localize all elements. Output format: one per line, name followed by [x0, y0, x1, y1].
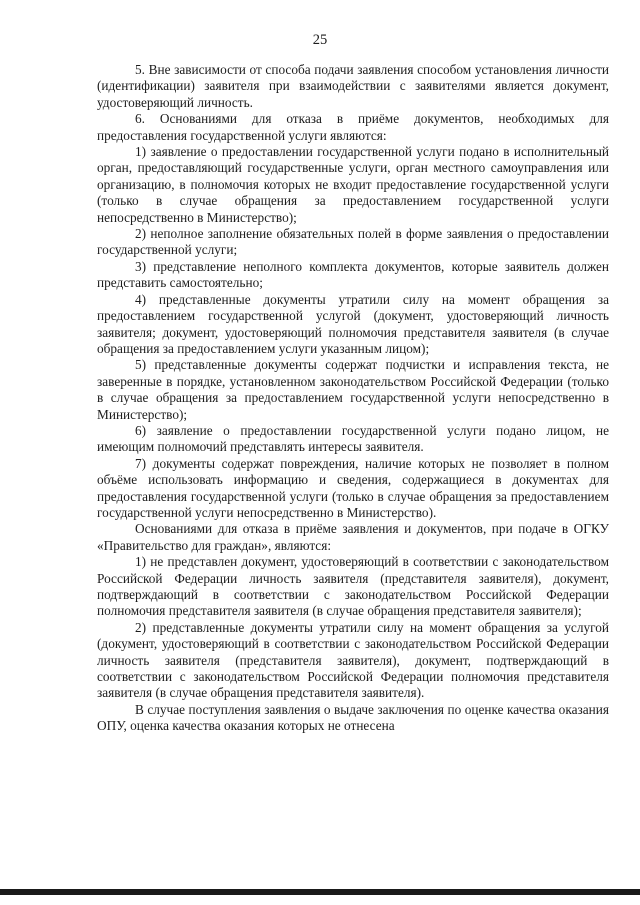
paragraph-refusal-grounds: 6. Основаниями для отказа в приёме документов, необходимых для предоставления государственной услуги являются: [97, 111, 609, 143]
list-item-refusal-4: 4) представленные документы утратили силу на момент обращения за предоставлением государственной услугой (документ, удостоверяющий личность заявителя; документ, удостоверяющий полномочия представителя заявителя (в случае обращения за предоставлением услуги указанным лицом); [97, 291, 609, 356]
page-number: 25 [312, 32, 328, 48]
list-item-refusal-3: 3) представление неполного комплекта документов, которые заявитель должен представить самостоятельно; [97, 258, 609, 291]
paragraph-opu-quality: В случае поступления заявления о выдаче заключения по оценке качества оказания ОПУ, оценка качества оказания которых не отнесена [97, 701, 609, 734]
scan-bottom-edge [0, 889, 640, 895]
list-item-refusal-6: 6) заявление о предоставлении государственной услуги подано лицом, не имеющим полномочий представлять интересы заявителя. [97, 422, 609, 455]
list-item-ogku-refusal-2: 2) представленные документы утратили силу на момент обращения за услугой (документ, удостоверяющий в соответствии с законодательством Российской Федерации личность заявителя (представителя заявителя), документ, подтверждающий в соответствии с законодательством Российской Федерации полномочия представителя заявителя (в случае обращения представителя заявителя). [97, 619, 609, 701]
list-item-refusal-5: 5) представленные документы содержат подчистки и исправления текста, не заверенные в порядке, установленном законодательством Российской Федерации (только в случае обращения за предоставлением государственной услуги непосредственно в Министерство); [97, 357, 609, 422]
list-item-ogku-refusal-1: 1) не представлен документ, удостоверяющий в соответствии с законодательством Российской Федерации личность заявителя (представителя заявителя), документ, подтверждающий в соответствии с законодательством Российской Федерации полномочия представителя заявителя (в случае обращения представителя заявителя); [97, 554, 609, 619]
paragraph-identification: 5. Вне зависимости от способа подачи заявления способом установления личности (идентификации) заявителя при взаимодействии с заявителями является документ, удостоверяющий личность. [97, 62, 609, 110]
paragraph-ogku-refusal-grounds: Основаниями для отказа в приёме заявления и документов, при подаче в ОГКУ «Правительство для граждан», являются: [97, 521, 609, 553]
list-item-refusal-7: 7) документы содержат повреждения, наличие которых не позволяет в полном объёме использовать информацию и сведения, содержащиеся в документах для предоставления государственной услуги (только в случае обращения за предоставлением государственной услуги непосредственно в Министерство). [97, 455, 609, 520]
list-item-refusal-1: 1) заявление о предоставлении государственной услуги подано в исполнительный орган, предоставляющий государственные услуги, орган местного самоуправления или организацию, в полномочия которых не входит предоставление государственной услуги (только в случае обращения за предоставлением государственной услуги непосредственно в Министерство); [97, 144, 609, 225]
list-item-refusal-2: 2) неполное заполнение обязательных полей в форме заявления о предоставлении государственной услуги; [97, 226, 609, 258]
document-body [97, 62, 609, 735]
